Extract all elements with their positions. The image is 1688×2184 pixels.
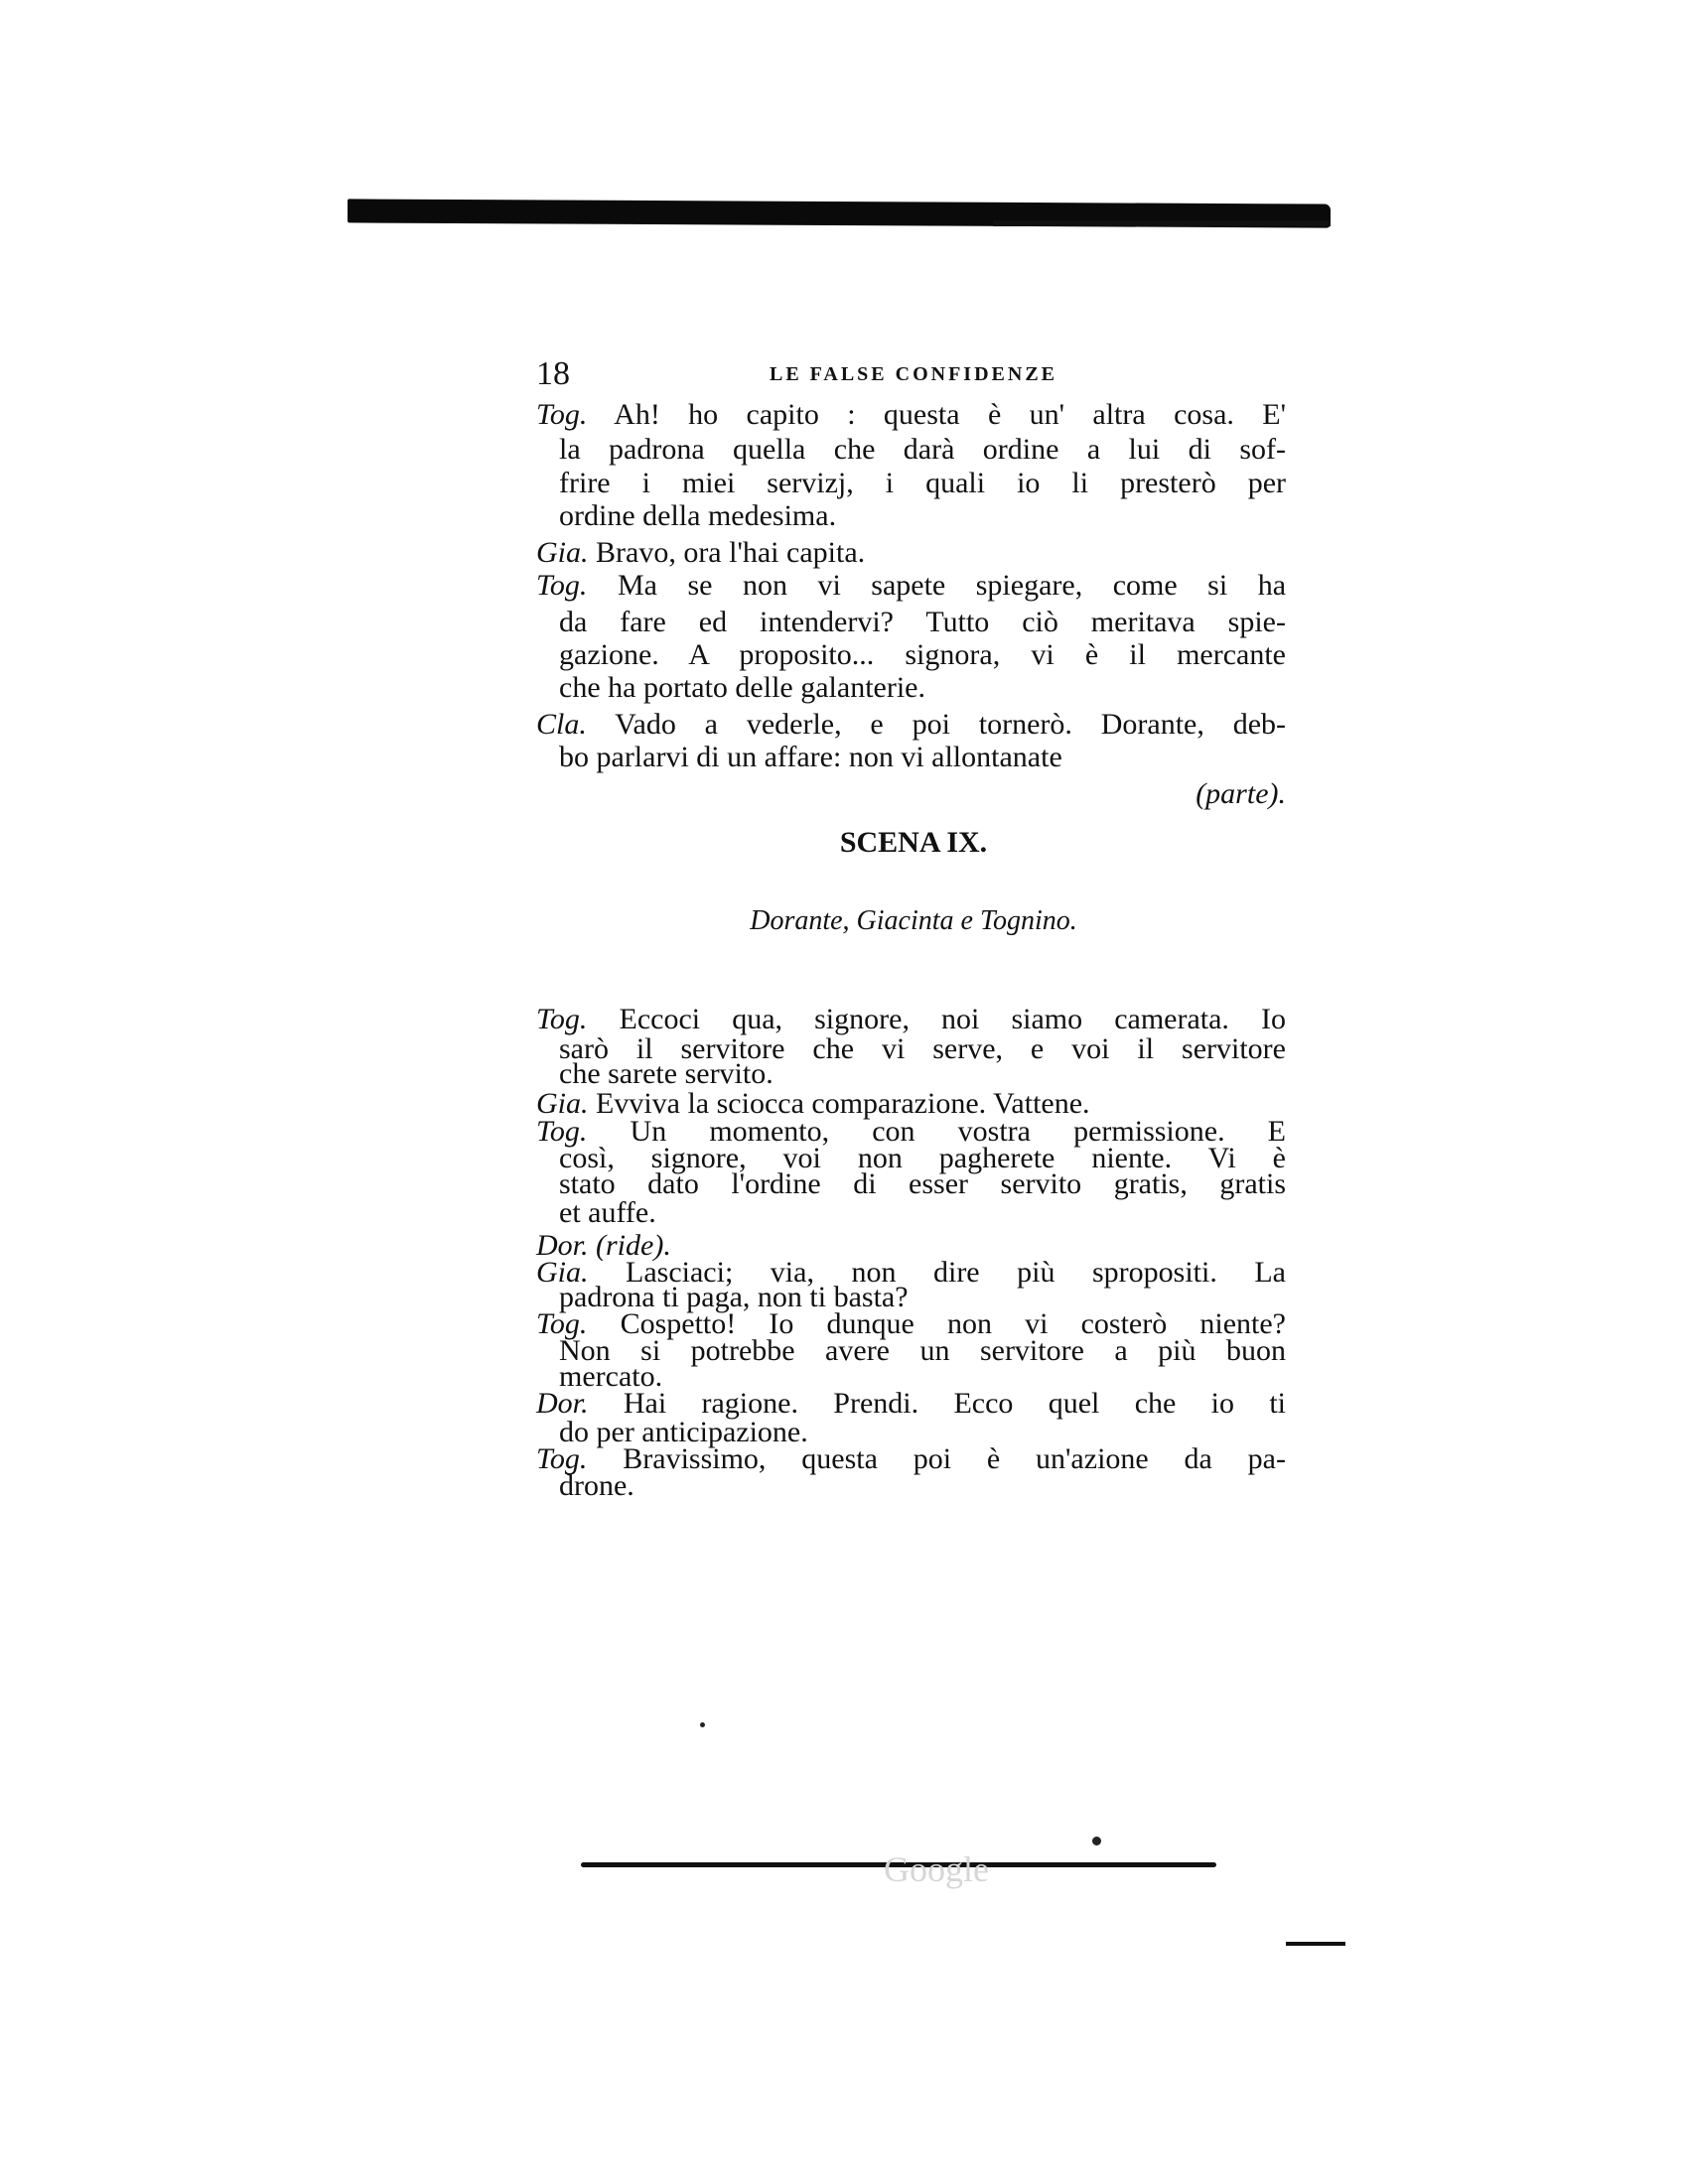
dialogue-line [559,1057,1286,1091]
line-text: mercato. [559,1360,663,1393]
speaker-label: Cla. [536,708,587,741]
scan-speck [700,1722,705,1727]
line-text: Ah! ho capito : questa è un' altra cosa. E' [614,398,1286,431]
line-text: et auffe. [559,1196,656,1229]
line-text: che ha portato delle galanterie. [559,671,925,704]
line-text: drone. [559,1469,634,1502]
dialogue-line [559,1196,1286,1230]
dialogue-line [559,671,1286,705]
speaker-label: Tog. [536,1442,588,1475]
line-text: Bravissimo, questa poi è un'azione da pa- [623,1442,1286,1475]
dialogue-line [559,467,1286,500]
scene-characters: Dorante, Giacinta e Tognino. [750,905,1077,936]
speaker-label: Tog. [536,1307,588,1340]
dialogue-line [559,499,1286,533]
speaker-label: Tog. [536,1003,588,1035]
line-text: ordine della medesima. [559,499,837,532]
speaker-label: Gia. [536,1256,589,1289]
line-text: do per anticipazione. [559,1416,808,1448]
running-title: LE FALSE CONFIDENZE [769,363,1057,385]
speaker-label: Tog. [536,1115,588,1148]
line-text: Hai ragione. Prendi. Ecco quel che io ti [623,1387,1287,1420]
dialogue-line [559,606,1286,639]
scan-edge-line [1286,1942,1345,1946]
dialogue-line [536,708,1286,742]
speaker-label: Tog. [536,398,588,431]
scan-edge-bar [993,220,1331,226]
page-header [536,355,1291,395]
line-text: gazione. A proposito... signora, vi è il mercante [559,638,1286,671]
page-number: 18 [536,355,570,392]
line-text: padrona ti paga, non ti basta? [559,1281,909,1313]
dialogue-line [559,741,1286,774]
line-text: Eccoci qua, signore, noi siamo camerata. Io [619,1003,1287,1035]
stage-direction: (parte). [1196,777,1286,810]
dialogue-line [536,569,1286,603]
speaker-label: Dor. [536,1387,589,1420]
line-text: Un momento, con vostra permissione. E [630,1115,1286,1148]
dialogue-line [536,536,1286,570]
line-text: (ride). [596,1229,671,1262]
line-text: così, signore, voi non pagherete niente. Vi è [559,1142,1286,1174]
line-text: frire i miei servizj, i quali io li presterò per [559,467,1286,499]
line-text: Bravo, ora l'hai capita. [596,536,866,569]
line-text: Evviva la sciocca comparazione. Vattene. [596,1087,1090,1120]
dialogue-line [536,398,1286,432]
line-text: stato dato l'ordine di esser servito gratis, gratis [559,1167,1286,1200]
dialogue-line [559,1469,1286,1503]
dialogue-line [536,1003,1286,1036]
line-text: bo parlarvi di un affare: non vi allontanate [559,741,1062,773]
line-text: sarò il servitore che vi serve, e voi il servitore [559,1032,1286,1065]
dialogue-line [559,433,1286,467]
line-text: Cospetto! Io dunque non vi costerò niente? [620,1307,1286,1340]
scene-title: SCENA IX. [839,826,988,859]
line-text: Non si potrebbe avere un servitore a più buon [559,1334,1286,1367]
line-text: da fare ed intendervi? Tutto ciò meritava spie- [559,606,1286,638]
scan-speck [1092,1837,1101,1845]
dialogue-line [559,638,1286,672]
speaker-label: Gia. [536,1087,589,1120]
line-text: che sarete servito. [559,1057,774,1090]
line-text: Vado a vederle, e poi tornerò. Dorante, deb- [615,708,1287,741]
line-text: la padrona quella che darà ordine a lui di sof- [559,433,1286,466]
line-text: Lasciaci; via, non dire più spropositi. La [626,1256,1286,1289]
line-text: Ma se non vi sapete spiegare, come si ha [617,569,1287,602]
speaker-label: Tog. [536,569,588,602]
google-watermark: Google [884,1849,989,1889]
speaker-label: Gia. [536,536,589,569]
speaker-label: Dor. [536,1229,589,1262]
